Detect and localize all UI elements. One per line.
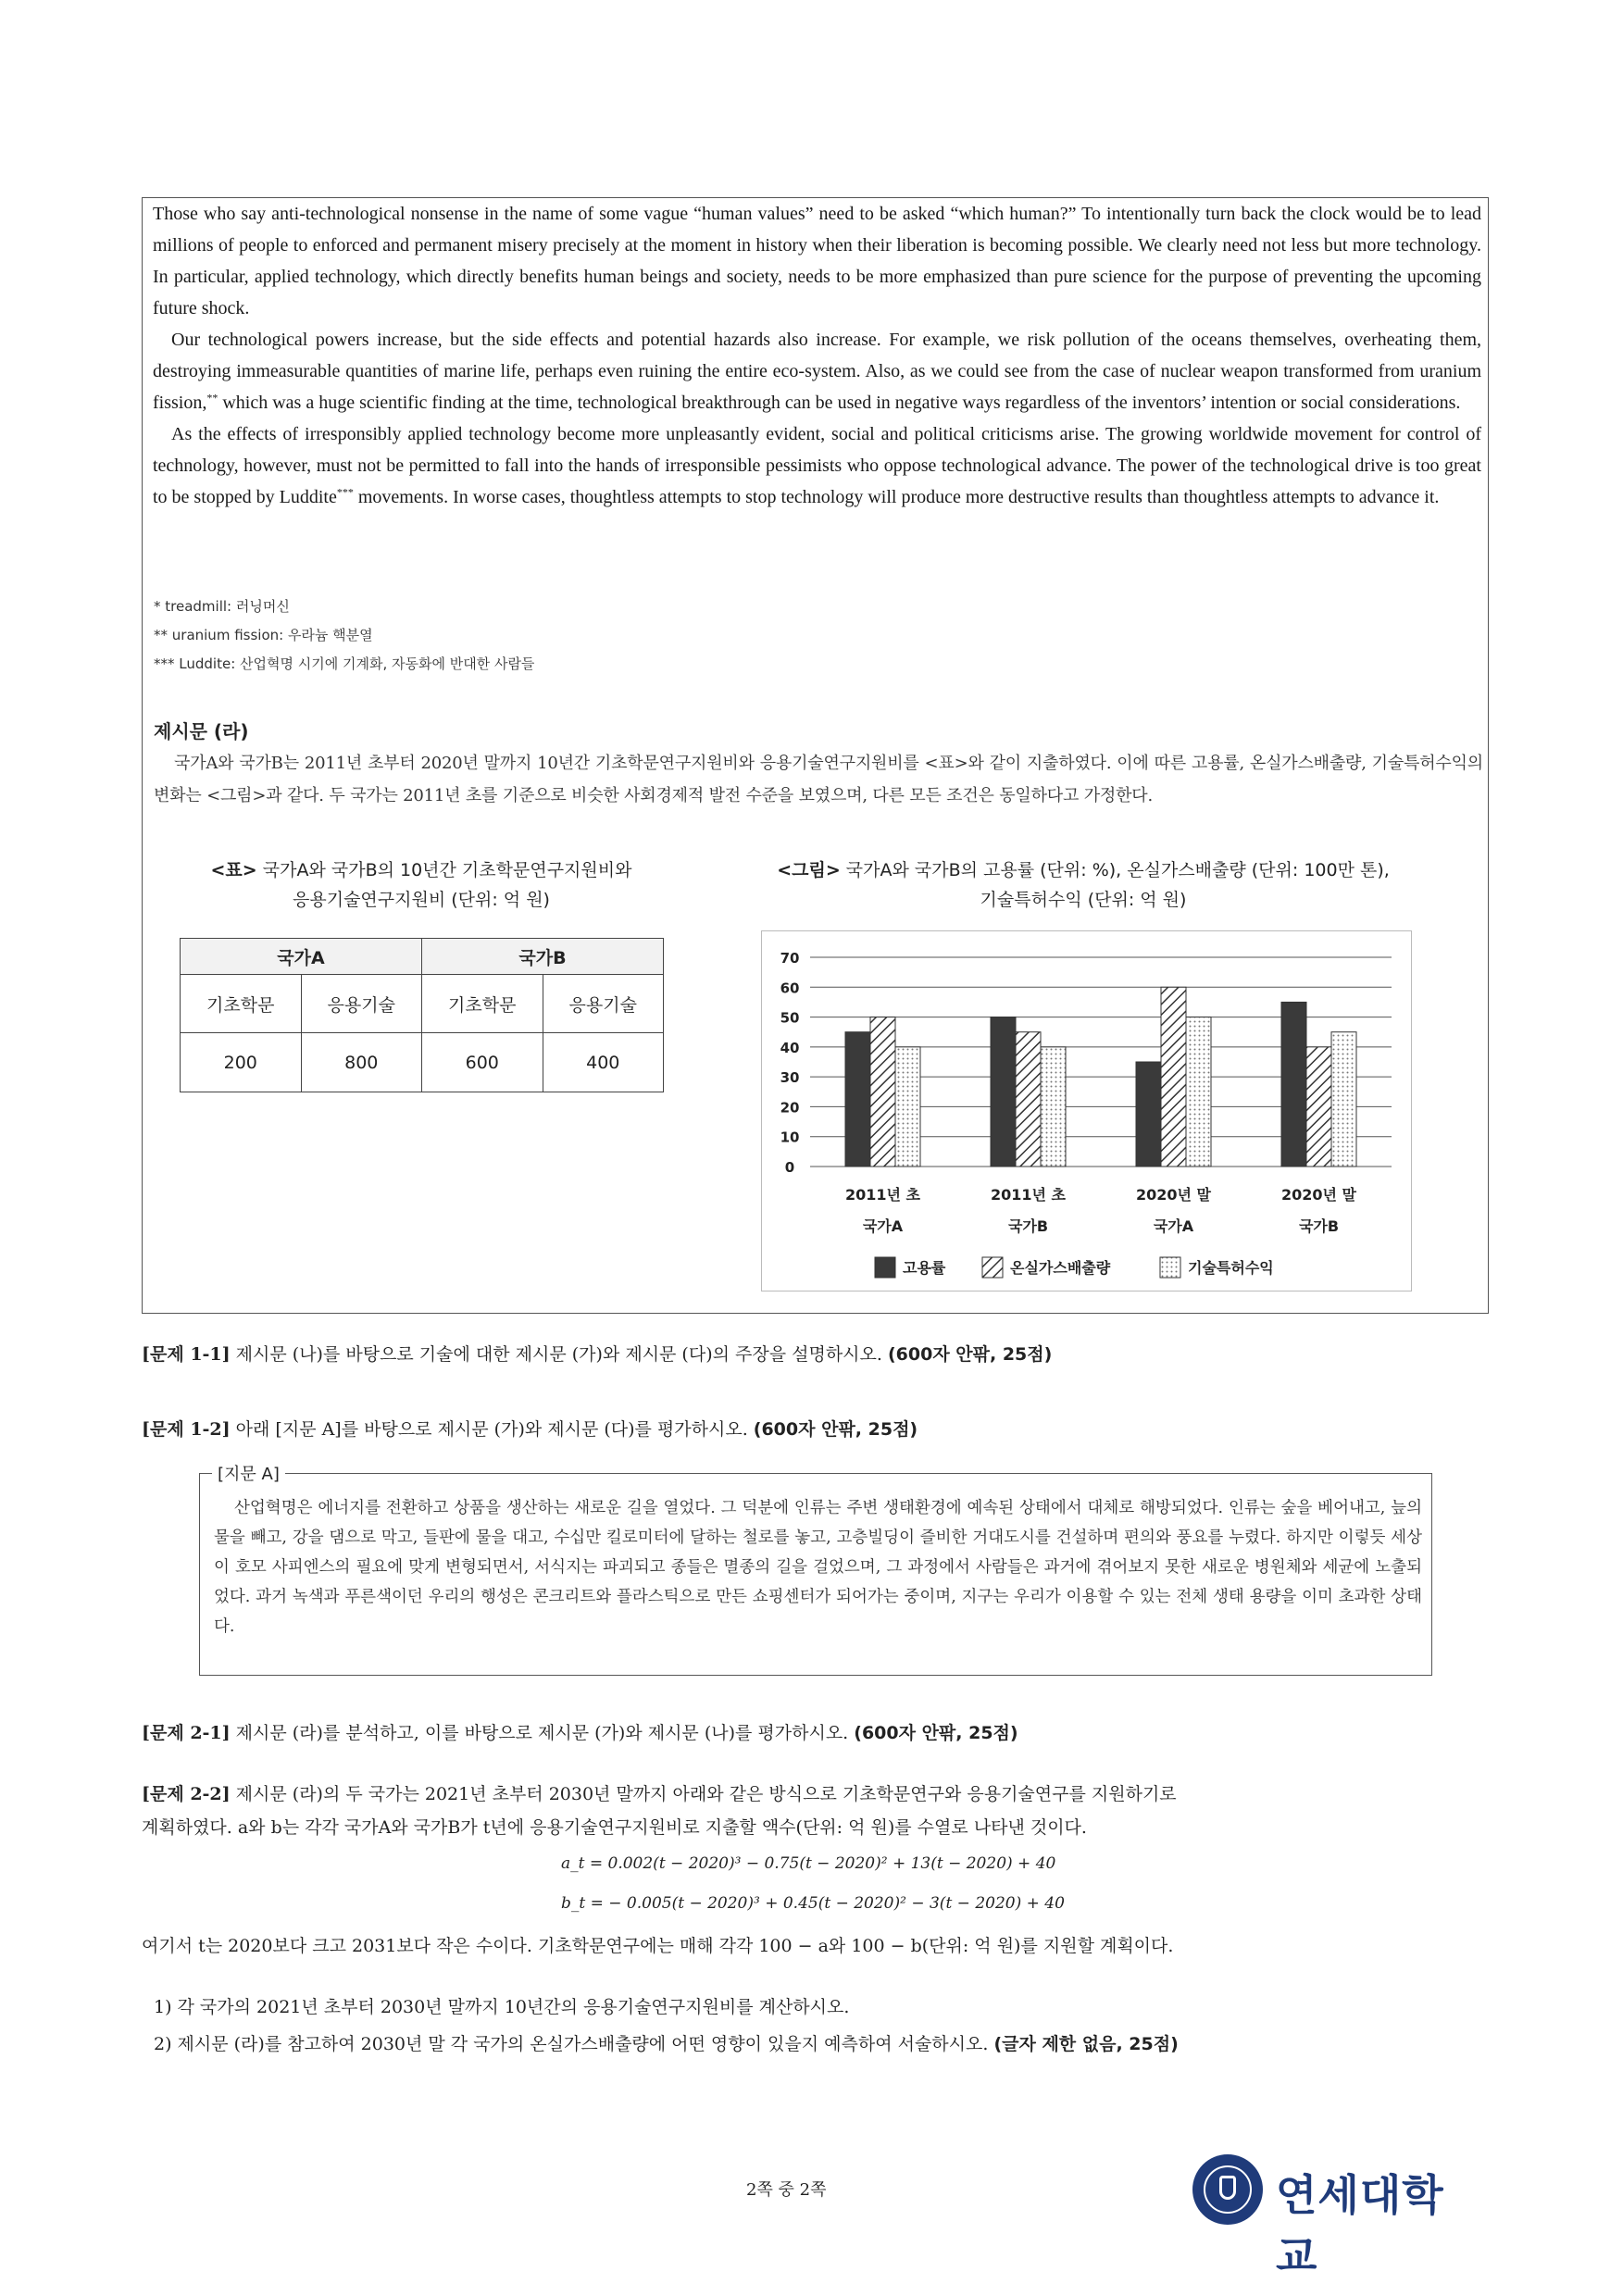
formula-b: b_t = − 0.005(t − 2020)³ + 0.45(t − 2020)² − 3(t − 2020) + 40 — [561, 1894, 1065, 1913]
x-tick-label: 국가A — [1153, 1217, 1194, 1235]
bar-solid — [845, 1032, 870, 1167]
english-passage — [153, 198, 1481, 513]
question-1-1: [문제 1-1] 제시문 (나)를 바탕으로 기술에 대한 제시문 (가)와 제시문 (다)의 주장을 설명하시오. (600자 안팎, 25점) — [142, 1344, 1053, 1365]
x-tick-label: 국가A — [862, 1217, 904, 1235]
question-2-2: [문제 2-2] 제시문 (라)의 두 국가는 2021년 초부터 2030년 말까지 아래와 같은 방식으로 기초학문연구와 응용기술연구를 지원하기로 계획하였다. a와 b는 각각 국가A와 국가B가 t년에 응용기술연구지원비로 지출할 액수(단위: 억 원)를 수열로 나타낸 것이다. — [142, 1784, 1177, 1838]
question-2-1: [문제 2-1] 제시문 (라)를 분석하고, 이를 바탕으로 제시문 (가)와 제시문 (나)를 평가하시오. (600자 안팎, 25점) — [142, 1723, 1018, 1743]
legend-label: 기술특허수익 — [1188, 1259, 1274, 1277]
x-tick-label: 국가B — [1007, 1217, 1049, 1235]
bar-solid — [1281, 1002, 1306, 1167]
y-tick-label: 70 — [780, 950, 800, 967]
page-number: 2쪽 중 2쪽 — [746, 2180, 827, 2200]
x-tick-label: 2011년 초 — [990, 1186, 1067, 1204]
sub-question-2: 2) 제시문 (라)를 참고하여 2030년 말 각 국가의 온실가스배출량에 어떤 영향이 있을지 예측하여 서술하시오. (글자 제한 없음, 25점) — [154, 2034, 1179, 2054]
jimun-a-label: [지문 A] — [212, 1461, 285, 1485]
y-tick-label: 20 — [780, 1099, 800, 1117]
y-tick-label: 60 — [780, 980, 800, 997]
bar-diagonal-hatch — [1306, 1047, 1331, 1167]
table-col-basic-a: 기초학문 — [181, 975, 302, 1033]
table-caption: <표> 국가A와 국가B의 10년간 기초학문연구지원비와 응용기술연구지원비 (단위: 억 원) — [210, 860, 632, 910]
bar-diagonal-hatch — [870, 1017, 895, 1167]
table-col-applied-b: 응용기술 — [543, 975, 664, 1033]
question-2-2-note: 여기서 t는 2020보다 크고 2031보다 작은 수이다. 기초학문연구에는 매해 각각 100 − a와 100 − b(단위: 억 원)를 지원할 계획이다. — [142, 1936, 1174, 1956]
bar-chart — [761, 930, 1412, 1292]
y-tick-label: 50 — [780, 1009, 800, 1027]
x-tick-label: 2020년 말 — [1135, 1186, 1212, 1204]
y-tick-label: 10 — [780, 1129, 800, 1146]
university-logo — [1192, 2152, 1479, 2281]
yonsei-seal-icon — [1192, 2154, 1263, 2225]
footnote-uranium: ** uranium fission: 우라늄 핵분열 — [154, 627, 373, 643]
passage-paragraph-3: As the effects of irresponsibly applied technology become more unpleasantly evident, social and political criticisms arise. The growing worldwide movement for control of technology, however, must not be permitted to fall into the hands of irresponsible pessimists who oppose technological advance. The power of the technological drive is too great to be stopped by Luddite*** movements. In worse cases, thoughtless attempts to stop technology will produce more destructive results than thoughtless attempts to advance it. — [153, 424, 1481, 507]
y-tick-label: 30 — [780, 1069, 800, 1087]
footnote-treadmill: * treadmill: 러닝머신 — [154, 598, 290, 615]
figure-caption: <그림> 국가A와 국가B의 고용률 (단위: %), 온실가스배출량 (단위: 100만 톤), 기술특허수익 (단위: 억 원) — [777, 860, 1390, 910]
table-col-applied-a: 응용기술 — [301, 975, 422, 1033]
x-tick-label: 2011년 초 — [844, 1186, 921, 1204]
y-tick-label: 0 — [784, 1159, 795, 1176]
bar-solid — [991, 1017, 1016, 1167]
bar-dots — [1041, 1047, 1066, 1167]
legend-swatch — [875, 1257, 895, 1278]
table-cell: 200 — [181, 1033, 302, 1092]
legend-label: 고용률 — [903, 1259, 946, 1277]
table-cell: 600 — [422, 1033, 543, 1092]
x-tick-label: 국가B — [1298, 1217, 1340, 1235]
bar-diagonal-hatch — [1161, 987, 1186, 1167]
bar-dots — [1331, 1032, 1356, 1167]
x-tick-label: 2020년 말 — [1280, 1186, 1357, 1204]
legend-swatch — [982, 1257, 1003, 1278]
table-header-country-a: 국가A — [181, 939, 422, 975]
university-name: 연세대학교 — [1276, 2170, 1444, 2281]
jimun-a-text: 산업혁명은 에너지를 전환하고 상품을 생산하는 새로운 길을 열었다. 그 덕분에 인류는 주변 생태환경에 예속된 상태에서 대체로 해방되었다. 인류는 숲을 베어내고, 늪의 물을 빼고, 강을 댐으로 막고, 들판에 물을 대고, 수십만 킬로미터에 달하는 철로를 놓고, 고층빌딩이 즐비한 거대도시를 건설하며 편의와 풍요를 누렸다. 하지만 이렇듯 세상이 호모 사피엔스의 필요에 맞게 변형되면서, 서식지는 파괴되고 종들은 멸종의 길을 걸었으며, 그 과정에서 사람들은 과거에 겪어보지 못한 새로운 병원체와 세균에 노출되었다. 과거 녹색과 푸른색이던 우리의 행성은 콘크리트와 플라스틱으로 만든 쇼핑센터가 되어가는 중이며, 지구는 우리가 이용할 수 있는 전체 생태 용량을 이미 초과한 상태다. — [214, 1499, 1422, 1636]
section-title-la: 제시문 (라) — [154, 720, 249, 742]
funding-table — [180, 938, 664, 1092]
question-1-2: [문제 1-2] 아래 [지문 A]를 바탕으로 제시문 (가)와 제시문 (다)를 평가하시오. (600자 안팎, 25점) — [142, 1419, 918, 1440]
y-tick-label: 40 — [780, 1039, 800, 1056]
table-header-country-b: 국가B — [422, 939, 664, 975]
formula-a: a_t = 0.002(t − 2020)³ − 0.75(t − 2020)² + 13(t − 2020) + 40 — [561, 1854, 1056, 1873]
bar-chart-svg — [762, 931, 1413, 1292]
legend-swatch — [1160, 1257, 1180, 1278]
bar-solid — [1136, 1062, 1161, 1167]
bar-diagonal-hatch — [1016, 1032, 1041, 1167]
footnote-luddite: *** Luddite: 산업혁명 시기에 기계화, 자동화에 반대한 사람들 — [154, 655, 535, 672]
legend-label: 온실가스배출량 — [1010, 1259, 1111, 1277]
table-cell: 800 — [301, 1033, 422, 1092]
bar-dots — [1186, 1017, 1211, 1167]
bar-dots — [895, 1047, 920, 1167]
table-cell: 400 — [543, 1033, 664, 1092]
passage-paragraph-2: Our technological powers increase, but the side effects and potential hazards also increase. For example, we risk pollution of the oceans themselves, overheating them, destroying immeasurable quantities of marine life, perhaps even ruining the entire eco-system. Also, as we could see from the case of nuclear weapon transformed from uranium fission,** which was a huge scientific finding at the time, technological breakthrough can be used in negative ways regardless of the inventors’ intention or social considerations. — [153, 330, 1481, 413]
passage-paragraph-1: Those who say anti-technological nonsense in the name of some vague “human values” need to be asked “which human?” To intentionally turn back the clock would be to lead millions of people to enforced and permanent misery precisely at the moment in history when their liberation is becoming possible. We clearly need not less but more technology. In particular, applied technology, which directly benefits human beings and society, needs to be more emphasized than pure science for the purpose of preventing the upcoming future shock. — [153, 204, 1481, 318]
sub-question-1: 1) 각 국가의 2021년 초부터 2030년 말까지 10년간의 응용기술연구지원비를 계산하시오. — [154, 1997, 850, 2017]
section-la-text: 국가A와 국가B는 2011년 초부터 2020년 말까지 10년간 기초학문연구지원비와 응용기술연구지원비를 <표>와 같이 지출하였다. 이에 따른 고용률, 온실가스배출량, 기술특허수익의 변화는 <그림>과 같다. 두 국가는 2011년 초를 기준으로 비슷한 사회경제적 발전 수준을 보였으며, 다른 모든 조건은 동일하다고 가정한다. — [154, 754, 1483, 805]
table-col-basic-b: 기초학문 — [422, 975, 543, 1033]
